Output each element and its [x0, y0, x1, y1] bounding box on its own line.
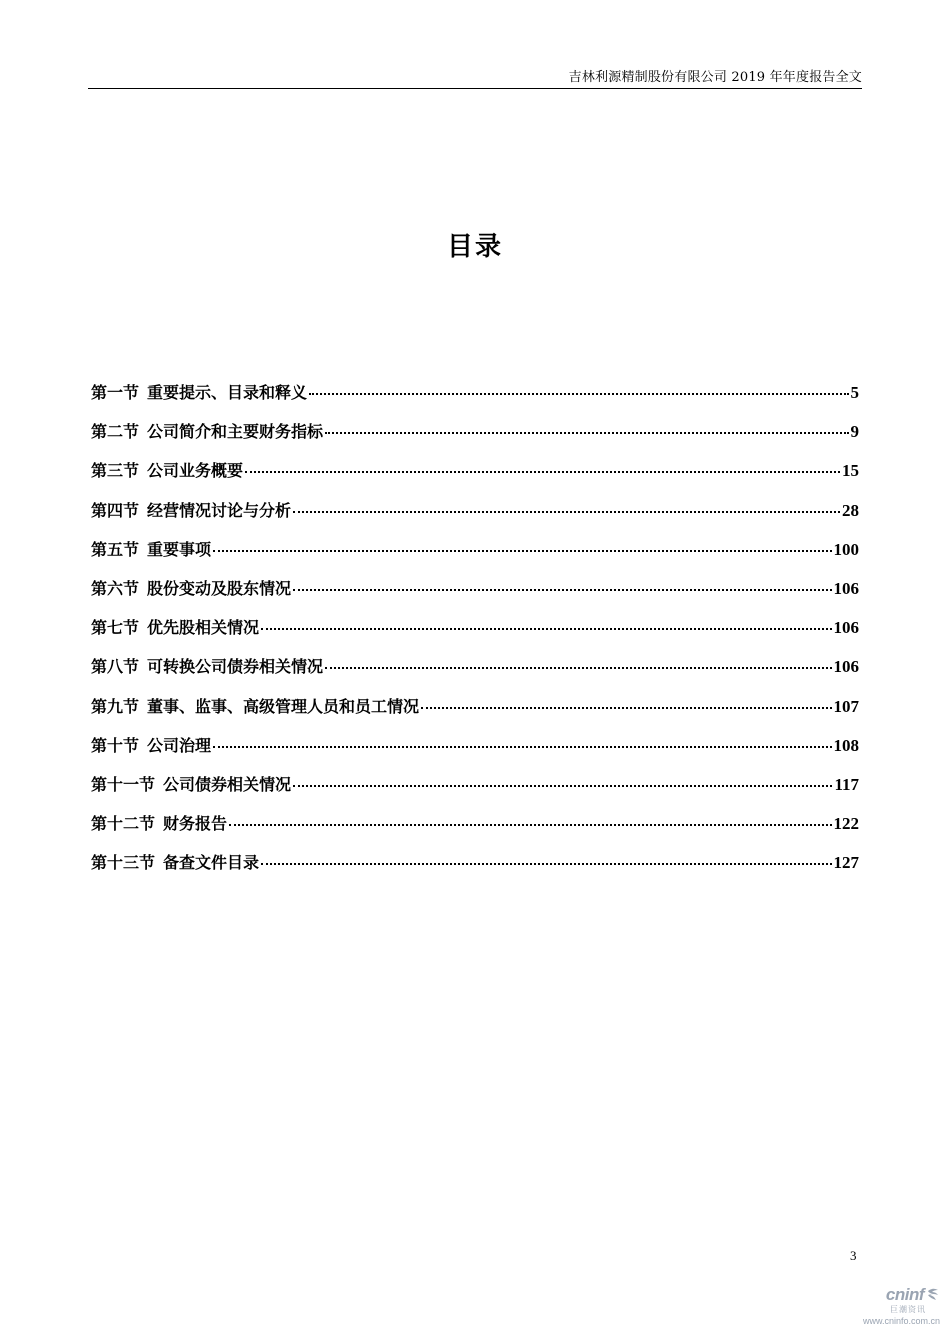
toc-dot-leader: [293, 511, 840, 513]
toc-dot-leader: [213, 550, 831, 552]
toc-entry-label: [91, 615, 259, 638]
cninfo-swirl-icon: [926, 1287, 940, 1301]
toc-page-number: 108: [833, 735, 859, 755]
toc-section-number: 第一节: [91, 383, 140, 402]
toc-dot-leader: [309, 393, 848, 395]
cninfo-watermark: [840, 1286, 940, 1334]
toc-section-name: 公司治理: [147, 735, 212, 755]
toc-entry-label: [91, 419, 323, 442]
toc-section-name: 公司业务概要: [147, 461, 244, 481]
toc-entry-label: [91, 537, 211, 560]
toc-page-number: 5: [850, 383, 859, 402]
toc-title: 目录: [446, 232, 503, 262]
toc-dot-leader: [229, 824, 831, 826]
toc-section-number: 第六节: [91, 578, 140, 598]
toc-entry[interactable]: [91, 537, 859, 576]
toc-section-name: 经营情况讨论与分析: [147, 500, 292, 520]
toc-section-name: 备查文件目录: [163, 853, 260, 873]
toc-dot-leader: [325, 667, 831, 669]
toc-entry[interactable]: [91, 694, 859, 733]
toc-dot-leader: [293, 785, 832, 787]
toc-section-number: 第十三节: [91, 853, 156, 873]
toc-section-number: 第七节: [91, 618, 140, 638]
toc-entry[interactable]: [91, 498, 859, 537]
toc-page-number: 28: [842, 500, 859, 520]
page-header: [88, 64, 862, 89]
toc-entry[interactable]: [91, 811, 859, 850]
toc-entry-label: [91, 458, 243, 481]
toc-section-number: 第十节: [91, 735, 140, 755]
toc-dot-leader: [245, 471, 840, 473]
toc-page-number: 127: [833, 853, 859, 873]
toc-page-number: 15: [842, 461, 859, 481]
toc-dot-leader: [293, 589, 831, 591]
toc-section-number: 第二节: [91, 422, 140, 442]
toc-page-number: 9: [850, 422, 859, 442]
toc-section-number: 第四节: [91, 500, 140, 520]
toc-section-name: 财务报告: [163, 814, 228, 834]
toc-entry[interactable]: [91, 733, 859, 772]
watermark-chinese: 巨潮资讯: [890, 1305, 926, 1314]
watermark-logo: cninf: [885, 1285, 924, 1304]
toc-section-number: 第十二节: [91, 814, 156, 834]
toc-entry-label: [91, 772, 291, 795]
toc-entry[interactable]: [91, 850, 859, 889]
watermark-url: www.cninfo.com.cn: [862, 1316, 940, 1326]
toc-entry[interactable]: [91, 419, 859, 458]
toc-page-number: 107: [833, 696, 859, 716]
toc-section-number: 第九节: [91, 696, 140, 716]
toc-entry[interactable]: [91, 654, 859, 693]
header-text: 吉林利源精制股份有限公司 2019 年年度报告全文: [568, 70, 862, 85]
toc-section-name: 公司债券相关情况: [163, 774, 292, 794]
toc-section-name: 重要提示、目录和释义: [147, 383, 308, 402]
toc-entry-label: [91, 811, 227, 834]
toc-page-number: 122: [833, 814, 859, 834]
toc-list: [91, 380, 859, 889]
toc-section-number: 第八节: [91, 657, 140, 677]
toc-entry[interactable]: [91, 615, 859, 654]
toc-page-number: 106: [833, 618, 859, 638]
toc-entry-label: [91, 576, 291, 599]
toc-page-number: 106: [833, 578, 859, 598]
toc-entry-label: [91, 733, 211, 756]
page-number: 3: [850, 1248, 857, 1263]
toc-section-name: 股份变动及股东情况: [147, 578, 292, 598]
toc-section-number: 第三节: [91, 461, 140, 481]
toc-dot-leader: [325, 432, 848, 434]
toc-page-number: 117: [834, 774, 859, 794]
toc-section-name: 重要事项: [147, 539, 212, 559]
toc-dot-leader: [421, 707, 831, 709]
toc-entry-label: [91, 498, 291, 521]
toc-entry-label: [91, 654, 323, 677]
toc-dot-leader: [261, 863, 831, 865]
toc-dot-leader: [261, 628, 831, 630]
toc-entry-label: [91, 380, 307, 403]
toc-entry[interactable]: [91, 458, 859, 497]
toc-entry-label: [91, 850, 259, 873]
toc-section-name: 公司简介和主要财务指标: [147, 422, 324, 442]
toc-section-number: 第五节: [91, 539, 140, 559]
toc-entry[interactable]: [91, 576, 859, 615]
toc-section-name: 优先股相关情况: [147, 618, 260, 638]
toc-dot-leader: [213, 746, 831, 748]
toc-page-number: 100: [833, 539, 859, 559]
toc-entry[interactable]: [91, 772, 859, 811]
toc-section-number: 第十一节: [91, 774, 156, 794]
toc-page-number: 106: [833, 657, 859, 677]
toc-section-name: 可转换公司债券相关情况: [147, 657, 324, 677]
toc-entry-label: [91, 694, 419, 717]
toc-section-name: 董事、监事、高级管理人员和员工情况: [147, 696, 420, 716]
toc-entry[interactable]: [91, 380, 859, 419]
